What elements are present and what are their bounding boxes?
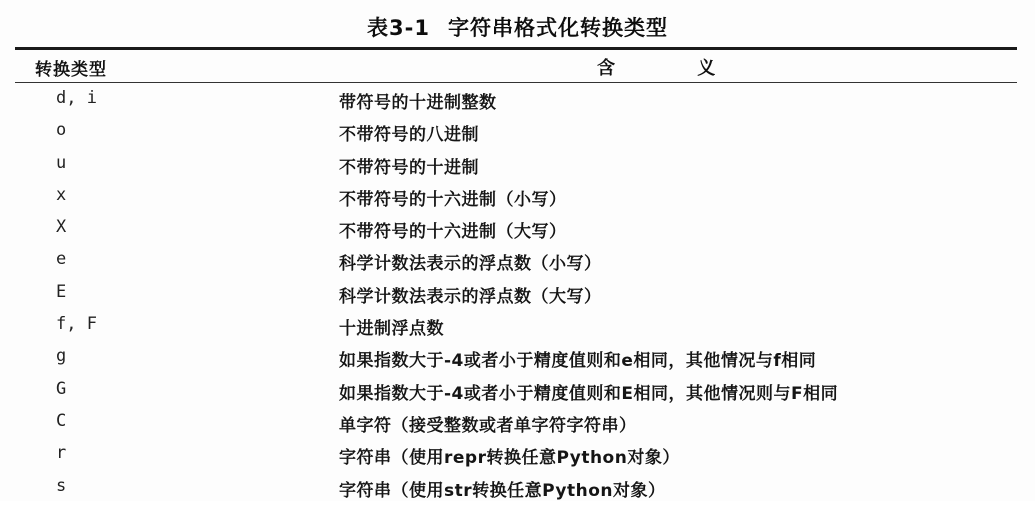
cell-meaning: 单字符（接受整数或者单字符字符串）	[339, 415, 637, 436]
header-meaning: 含 义	[597, 58, 754, 79]
cell-meaning: 不带符号的八进制	[339, 125, 479, 146]
cell-meaning: 科学计数法表示的浮点数（小写）	[339, 254, 602, 275]
table-row	[15, 311, 1017, 343]
cell-meaning: 不带符号的十进制	[339, 157, 479, 178]
cell-type: s	[56, 475, 67, 496]
table-row	[15, 117, 1017, 149]
cell-meaning: 不带符号的十六进制（大写）	[339, 222, 567, 243]
table-row	[15, 182, 1017, 214]
table-row	[15, 440, 1017, 472]
table-row	[15, 150, 1017, 182]
table-row	[15, 473, 1017, 505]
cell-type: f, F	[56, 314, 97, 335]
table-row	[15, 85, 1017, 117]
cell-type: C	[56, 410, 67, 431]
cell-meaning: 如果指数大于-4或者小于精度值则和e相同，其他情况与f相同	[339, 351, 817, 372]
conversion-types-table	[15, 47, 1017, 505]
cell-type: g	[56, 346, 67, 367]
table-caption	[0, 12, 1035, 42]
cell-meaning: 十进制浮点数	[339, 319, 444, 340]
cell-type: r	[56, 443, 67, 464]
cell-type: x	[56, 184, 67, 205]
cell-type: G	[56, 378, 67, 399]
table-title: 字符串格式化转换类型	[447, 16, 668, 40]
cell-type: o	[56, 120, 67, 141]
table-row	[15, 343, 1017, 375]
table-body	[15, 83, 1017, 505]
cell-meaning: 不带符号的十六进制（小写）	[339, 189, 567, 210]
cell-meaning: 字符串（使用repr转换任意Python对象）	[339, 448, 680, 469]
table-header-row	[15, 50, 1017, 82]
table-number: 表3-1	[367, 16, 430, 40]
table-row	[15, 279, 1017, 311]
header-conversion-type: 转换类型	[35, 60, 107, 80]
table-row	[15, 376, 1017, 408]
cell-type: d, i	[56, 88, 97, 108]
table-row	[15, 214, 1017, 246]
cell-meaning: 科学计数法表示的浮点数（大写）	[339, 286, 602, 307]
cell-meaning: 字符串（使用str转换任意Python对象）	[339, 480, 666, 501]
cell-meaning: 如果指数大于-4或者小于精度值则和E相同，其他情况则与F相同	[339, 383, 839, 404]
table-row	[15, 408, 1017, 440]
cell-type: E	[56, 281, 67, 302]
cell-type: X	[56, 217, 67, 238]
cell-type: u	[56, 152, 67, 173]
table-row	[15, 246, 1017, 278]
cell-meaning: 带符号的十进制整数	[339, 93, 497, 113]
cell-type: e	[56, 249, 67, 270]
